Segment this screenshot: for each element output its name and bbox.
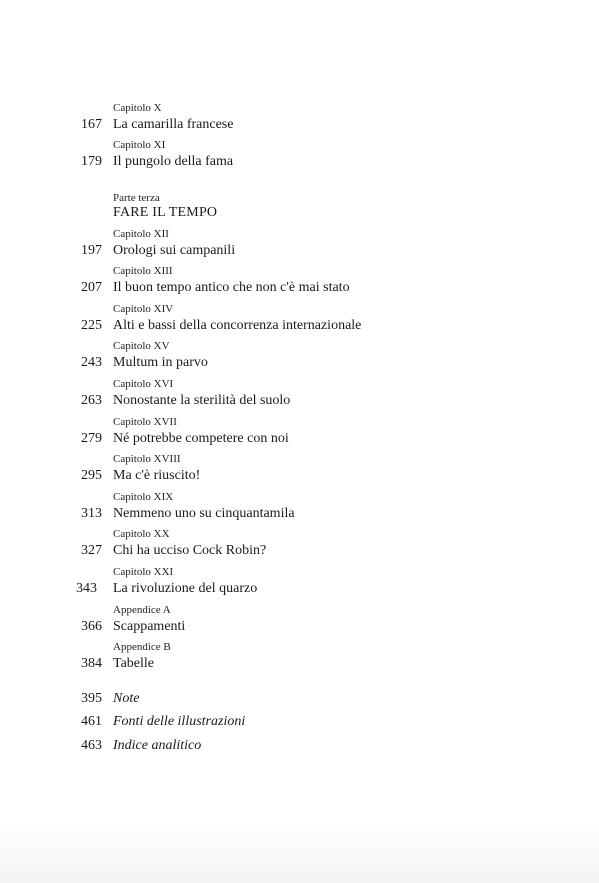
chapter-label: Capitolo XI xyxy=(113,139,166,151)
notes-title: Note xyxy=(113,691,140,706)
chapter-title: Orologi sui campanili xyxy=(113,243,236,258)
page-number: 313 xyxy=(81,506,102,521)
page-number: 343 xyxy=(76,581,97,596)
appendix-title: Tabelle xyxy=(113,656,154,671)
chapter-label: Capitolo XIX xyxy=(113,491,174,503)
part-title: FARE IL TEMPO xyxy=(113,205,218,220)
chapter-title: La camarilla francese xyxy=(113,117,234,132)
chapter-label: Capitolo XX xyxy=(113,528,170,540)
chapter-label: Capitolo XII xyxy=(113,228,169,240)
page-number: 463 xyxy=(81,738,102,753)
page-number: 384 xyxy=(81,656,102,671)
page-number: 207 xyxy=(81,280,102,295)
chapter-label: Capitolo XVI xyxy=(113,378,174,390)
page-number: 395 xyxy=(81,691,102,706)
page-number: 225 xyxy=(81,318,102,333)
chapter-title: Ma c'è riuscito! xyxy=(113,468,201,483)
appendix-label: Appendice A xyxy=(113,604,171,616)
page-number: 167 xyxy=(81,117,102,132)
chapter-title: La rivoluzione del quarzo xyxy=(113,581,258,596)
page-number: 279 xyxy=(81,431,102,446)
chapter-label: Capitolo XVIII xyxy=(113,453,181,465)
appendix-title: Scappamenti xyxy=(113,619,186,634)
page-number: 295 xyxy=(81,468,102,483)
page-number: 179 xyxy=(81,154,102,169)
chapter-title: Il pungolo della fama xyxy=(113,154,234,169)
page-number: 327 xyxy=(81,543,102,558)
chapter-title: Multum in parvo xyxy=(113,355,208,370)
chapter-title: Alti e bassi della concorrenza internazionale xyxy=(113,318,362,333)
chapter-label: Capitolo XVII xyxy=(113,416,177,428)
page-number: 461 xyxy=(81,714,102,729)
illustration-sources-title: Fonti delle illustrazioni xyxy=(113,714,246,729)
page-number: 366 xyxy=(81,619,102,634)
chapter-title: Nonostante la sterilità del suolo xyxy=(113,393,291,408)
part-label: Parte terza xyxy=(113,192,160,204)
chapter-title: Chi ha ucciso Cock Robin? xyxy=(113,543,267,558)
chapter-title: Né potrebbe competere con noi xyxy=(113,431,289,446)
chapter-label: Capitolo XXI xyxy=(113,566,174,578)
appendix-label: Appendice B xyxy=(113,641,171,653)
index-title: Indice analitico xyxy=(113,738,202,753)
page-number: 197 xyxy=(81,243,102,258)
chapter-label: Capitolo X xyxy=(113,102,162,114)
chapter-label: Capitolo XV xyxy=(113,340,170,352)
page-number: 263 xyxy=(81,393,102,408)
chapter-title: Il buon tempo antico che non c'è mai stato xyxy=(113,280,350,295)
chapter-label: Capitolo XIV xyxy=(113,303,174,315)
chapter-title: Nemmeno uno su cinquantamila xyxy=(113,506,295,521)
chapter-label: Capitolo XIII xyxy=(113,265,173,277)
page-number: 243 xyxy=(81,355,102,370)
